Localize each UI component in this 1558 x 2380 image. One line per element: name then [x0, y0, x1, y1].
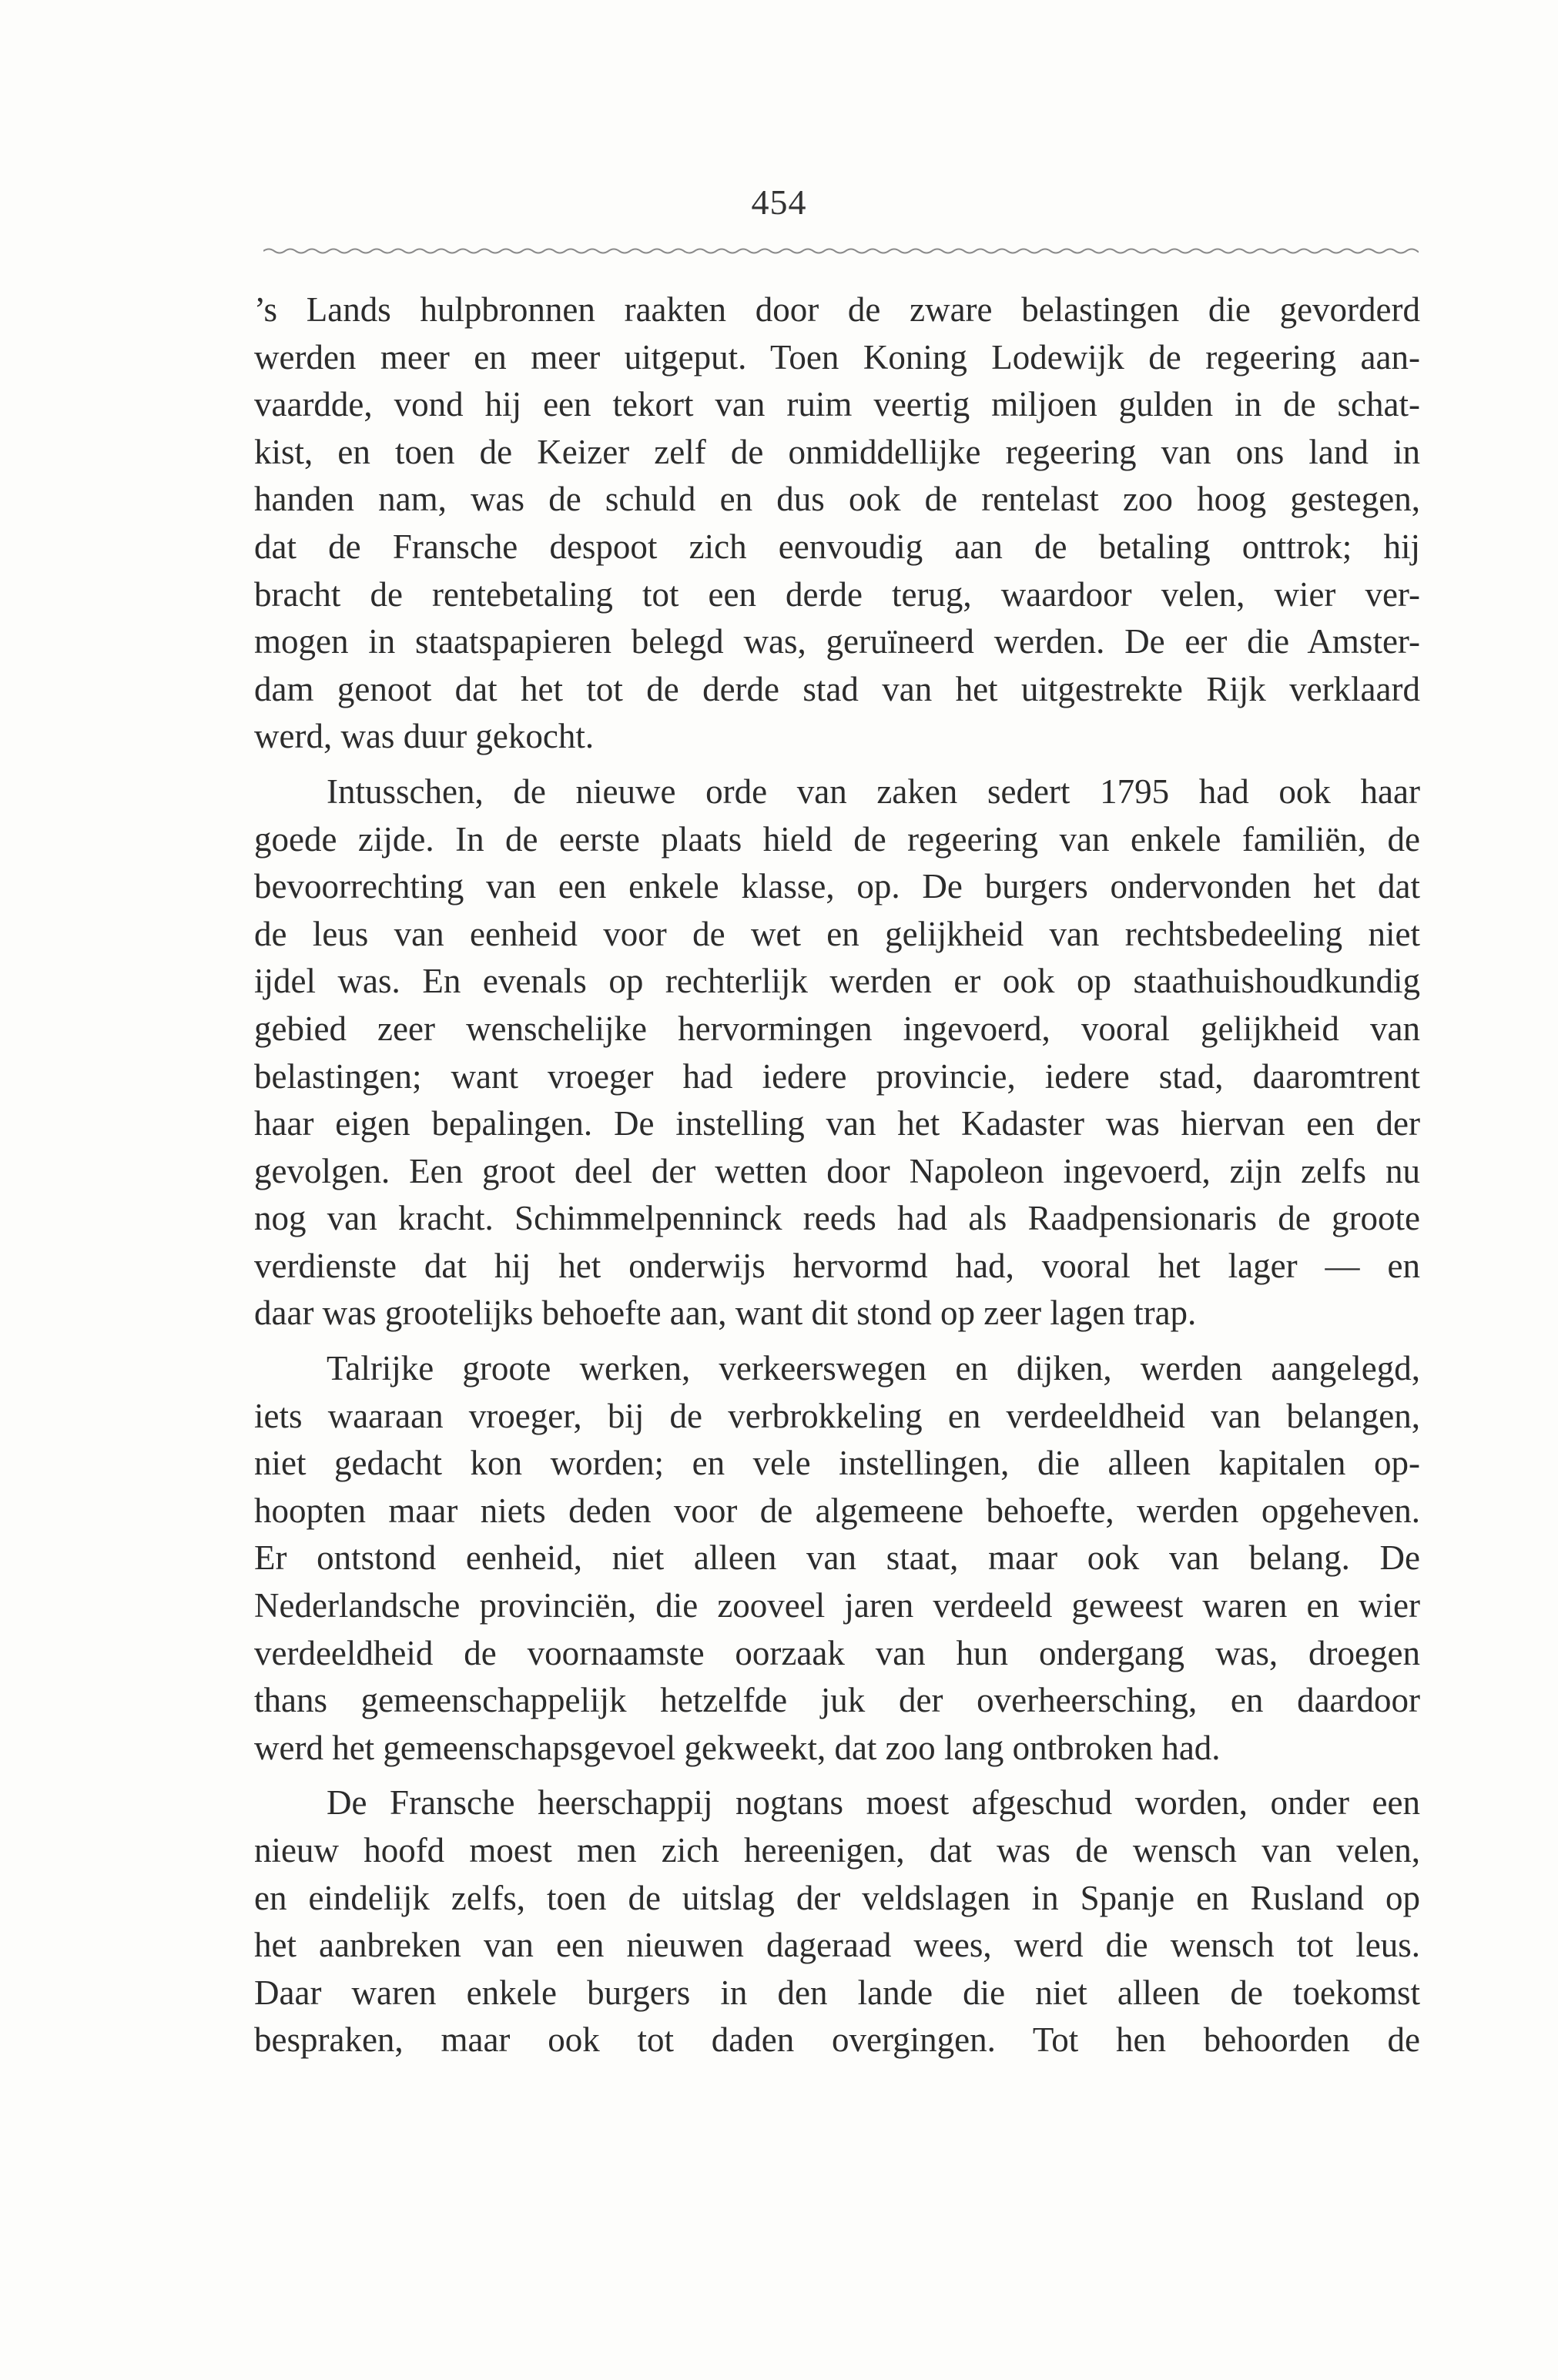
text-line: Er ontstond eenheid, niet alleen van staat, maar ook van belang. De — [254, 1538, 1420, 1578]
paragraph — [254, 1345, 1420, 1772]
text-line: gevolgen. Een groot deel der wetten door Napoleon ingevoerd, zijn zelfs nu — [254, 1151, 1420, 1190]
text-line: hoopten maar niets deden voor de algemeene behoefte, werden opgeheven. — [254, 1491, 1420, 1530]
text-line: niet gedacht kon worden; en vele instellingen, die alleen kapitalen op- — [254, 1444, 1420, 1483]
text-line: bevoorrechting van een enkele klasse, op. De burgers ondervonden het dat — [254, 867, 1420, 906]
text-line: thans gemeenschappelijk hetzelfde juk der overheersching, en daardoor — [254, 1681, 1420, 1720]
text-line: Nederlandsche provinciën, die zooveel jaren verdeeld geweest waren en wier — [254, 1586, 1420, 1625]
text-line: ijdel was. En evenals op rechterlijk werden er ook op staathuishoudkundig — [254, 962, 1420, 1001]
text-line: het aanbreken van een nieuwen dageraad wees, werd die wensch tot leus. — [254, 1926, 1420, 1965]
text-line: handen nam, was de schuld en dus ook de rentelast zoo hoog gestegen, — [254, 480, 1420, 519]
paragraph — [254, 1779, 1420, 2064]
text-line: bracht de rentebetaling tot een derde terug, waardoor velen, wier ver- — [254, 574, 1420, 614]
text-line: kist, en toen de Keizer zelf de onmiddellijke regeering van ons land in — [254, 432, 1420, 471]
text-line: dam genoot dat het tot de derde stad van het uitgestrekte Rijk verklaard — [254, 669, 1420, 708]
text-line: dat de Fransche despoot zich eenvoudig aan de betaling onttrok; hij — [254, 527, 1420, 566]
text-line: mogen in staatspapieren belegd was, geruïneerd werden. De eer die Amster- — [254, 622, 1420, 661]
text-line: haar eigen bepalingen. De instelling van het Kadaster was hiervan een der — [254, 1104, 1420, 1143]
text-line: goede zijde. In de eerste plaats hield de regeering van enkele familiën, de — [254, 819, 1420, 859]
text-line: werd het gemeenschapsgevoel gekweekt, dat zoo lang ontbroken had. — [254, 1728, 1221, 1767]
text-line: verdienste dat hij het onderwijs hervormd had, vooral het lager — en — [254, 1246, 1420, 1285]
text-line: ’s Lands hulpbronnen raakten door de zware belastingen die gevorderd — [254, 290, 1420, 329]
text-line: de leus van eenheid voor de wet en gelijkheid van rechtsbedeeling niet — [254, 914, 1420, 953]
text-line: gebied zeer wenschelijke hervormingen ingevoerd, vooral gelijkheid van — [254, 1009, 1420, 1048]
decorative-wavy-rule — [263, 245, 1419, 257]
text-line: De Fransche heerschappij nogtans moest afgeschud worden, onder een — [327, 1783, 1420, 1823]
text-line: Intusschen, de nieuwe orde van zaken sedert 1795 had ook haar — [327, 772, 1420, 811]
text-line: werd, was duur gekocht. — [254, 717, 595, 756]
body-text — [254, 286, 1420, 2064]
text-line: werden meer en meer uitgeput. Toen Koning Lodewijk de regeering aan- — [254, 337, 1420, 377]
text-line: daar was grootelijks behoefte aan, want dit stond op zeer lagen trap. — [254, 1294, 1197, 1333]
text-line: nieuw hoofd moest men zich hereenigen, dat was de wensch van velen, — [254, 1831, 1420, 1870]
text-line: vaardde, vond hij een tekort van ruim veertig miljoen gulden in de schat- — [254, 385, 1420, 424]
paragraph — [254, 768, 1420, 1337]
text-line: Daar waren enkele burgers in den lande die niet alleen de toekomst — [254, 1973, 1420, 2012]
text-line: belastingen; want vroeger had iedere provincie, iedere stad, daaromtrent — [254, 1056, 1420, 1096]
text-line: verdeeldheid de voornaamste oorzaak van hun ondergang was, droegen — [254, 1633, 1420, 1672]
page-number: 454 — [751, 182, 807, 222]
text-line: nog van kracht. Schimmelpenninck reeds had als Raadpensionaris de groote — [254, 1199, 1420, 1238]
text-line: bespraken, maar ook tot daden overgingen. Tot hen behoorden de — [254, 2020, 1420, 2060]
text-line: iets waaraan vroeger, bij de verbrokkeling en verdeeldheid van belangen, — [254, 1396, 1420, 1435]
text-line: Talrijke groote werken, verkeerswegen en dijken, werden aangelegd, — [327, 1349, 1420, 1388]
text-line: en eindelijk zelfs, toen de uitslag der veldslagen in Spanje en Rusland op — [254, 1878, 1420, 1917]
paragraph — [254, 286, 1420, 761]
